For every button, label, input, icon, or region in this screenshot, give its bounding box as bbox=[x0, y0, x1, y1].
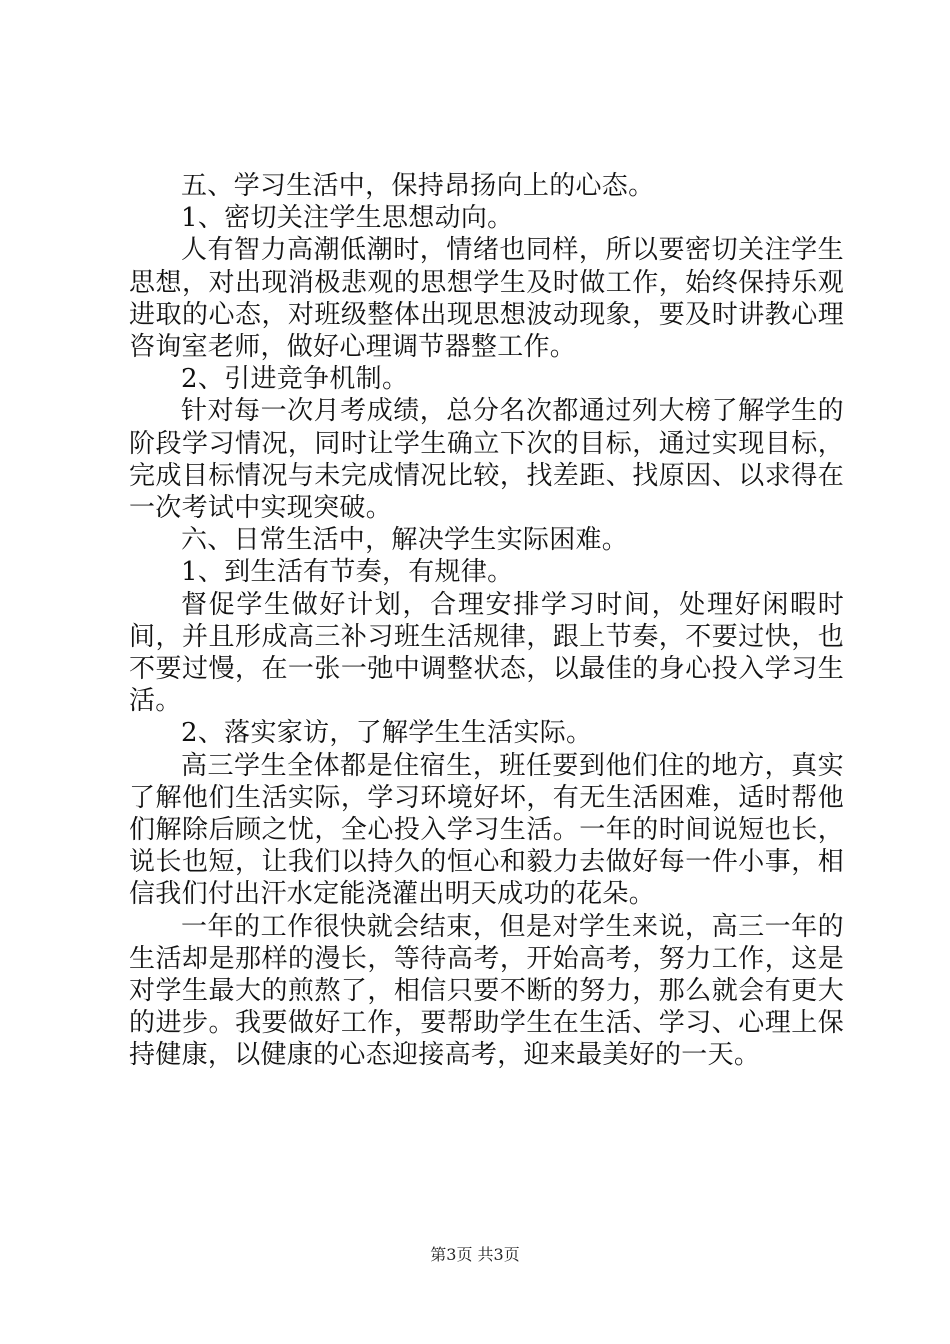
document-body bbox=[129, 170, 844, 1072]
subheading-5-2: 2、引进竞争机制。 bbox=[181, 364, 409, 395]
section-heading-6: 六、日常生活中，解决学生实际困难。 bbox=[181, 525, 629, 556]
paragraph-6-2: 高三学生全体都是住宿生，班任要到他们住的地方，真实了解他们生活实际，学习环境好坏，有无生活困难，适时帮他们解除后顾之忧，全心投入学习生活。一年的时间说短也长，说长也短，让我们以持久的恒心和毅力去做好每一件小事，相信我们付出汗水定能浇灌出明天成功的花朵。 bbox=[129, 750, 844, 910]
subheading-5-1: 1、密切关注学生思想动向。 bbox=[181, 203, 514, 234]
subheading-6-2: 2、落实家访，了解学生生活实际。 bbox=[181, 718, 593, 749]
page-number-footer: 第3页 共3页 bbox=[430, 1245, 520, 1264]
paragraph-6-1: 督促学生做好计划，合理安排学习时间，处理好闲暇时间，并且形成高三补习班生活规律，跟上节奏，不要过快，也不要过慢，在一张一弛中调整状态，以最佳的身心投入学习生活。 bbox=[129, 589, 844, 717]
closing-paragraph: 一年的工作很快就会结束，但是对学生来说，高三一年的生活却是那样的漫长，等待高考，开始高考，努力工作，这是对学生最大的煎熬了，相信只要不断的努力，那么就会有更大的进步。我要做好工作，要帮助学生在生活、学习、心理上保持健康，以健康的心态迎接高考，迎来最美好的一天。 bbox=[129, 911, 844, 1071]
paragraph-5-1: 人有智力高潮低潮时，情绪也同样，所以要密切关注学生思想，对出现消极悲观的思想学生及时做工作，始终保持乐观进取的心态，对班级整体出现思想波动现象，要及时讲教心理咨询室老师，做好心理调节器整工作。 bbox=[129, 235, 844, 363]
section-heading-5: 五、学习生活中，保持昂扬向上的心态。 bbox=[181, 171, 655, 201]
subheading-6-1: 1、到生活有节奏，有规律。 bbox=[181, 557, 514, 588]
paragraph-5-2: 针对每一次月考成绩，总分名次都通过列大榜了解学生的阶段学习情况，同时让学生确立下次的目标，通过实现目标，完成目标情况与未完成情况比较，找差距、找原因、以求得在一次考试中实现突破。 bbox=[129, 396, 844, 524]
